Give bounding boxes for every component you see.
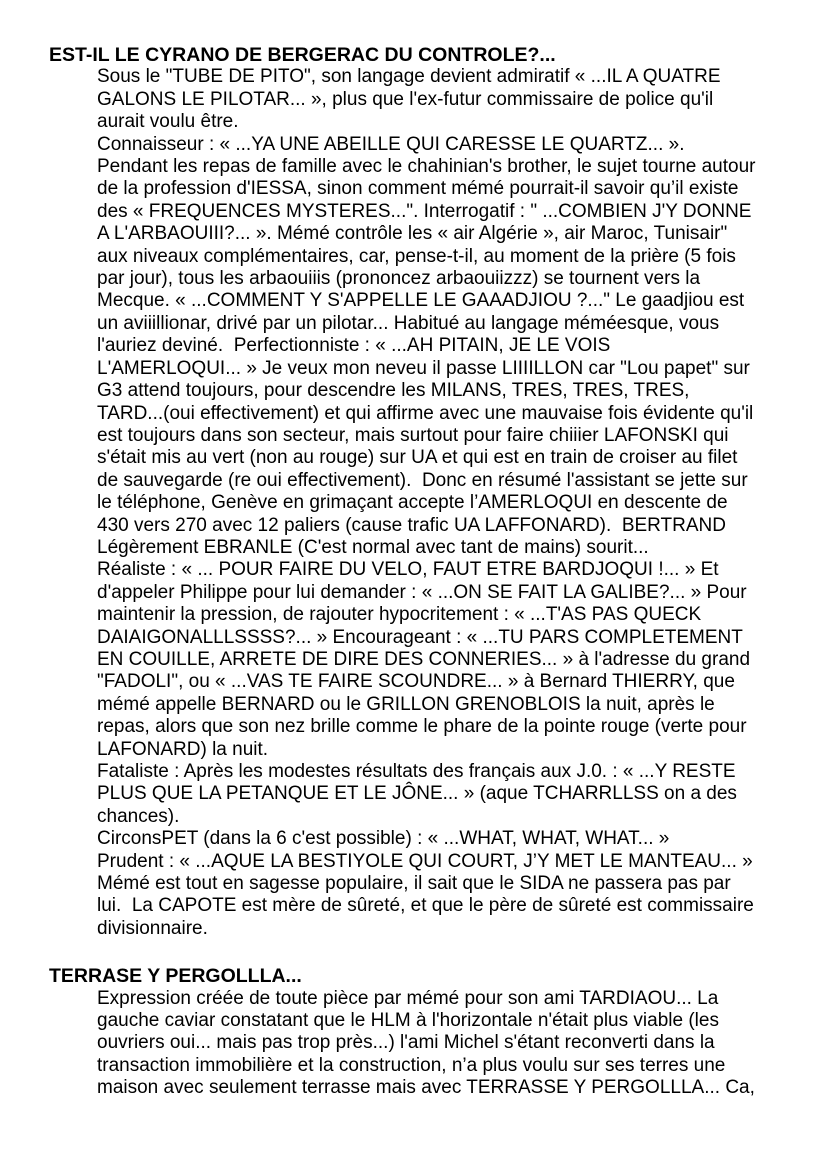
- text-line: LAFONARD) la nuit.: [97, 738, 269, 760]
- text-line: Légèrement EBRANLE (C'est normal avec tant de mains) sourit...: [97, 536, 649, 558]
- text-line: des « FREQUENCES MYSTERES...". Interrogatif : " ...COMBIEN J'Y DONNE: [97, 200, 752, 222]
- text-line: GALONS LE PILOTAR... », plus que l'ex-futur commissaire de police qu'il: [97, 88, 714, 110]
- section-terrase: [49, 965, 790, 1099]
- text-line: un aviiillionar, drivé par un pilotar... Habitué au langage méméesque, vous: [97, 312, 720, 334]
- text-line: Mémé est tout en sagesse populaire, il sait que le SIDA ne passera pas par: [97, 873, 731, 895]
- text-line: divisionnaire.: [97, 917, 208, 939]
- text-line: Mecque. « ...COMMENT Y S'APPELLE LE GAAADJIOU ?..." Le gaadjiou est: [97, 290, 745, 312]
- text-line: Sous le "TUBE DE PITO", son langage devient admiratif « ...IL A QUATRE: [97, 66, 721, 88]
- text-line: ouvriers oui... mais pas trop près...) l'ami Michel s'étant reconverti dans la: [97, 1032, 715, 1054]
- text-line: mémé appelle BERNARD ou le GRILLON GRENOBLOIS la nuit, après le: [97, 693, 715, 715]
- text-line: s'était mis au vert (non au rouge) sur UA et qui est en train de croiser au filet: [97, 447, 738, 469]
- text-line: repas, alors que son nez brille comme le phare de la pointe rouge (verte pour: [97, 716, 747, 738]
- text-line: PLUS QUE LA PETANQUE ET LE JÔNE... » (aque TCHARRLLSS on a des: [97, 783, 737, 805]
- text-line: CirconsPET (dans la 6 c'est possible) : « ...WHAT, WHAT, WHAT... »: [97, 828, 670, 850]
- section-heading-cyrano: EST-IL LE CYRANO DE BERGERAC DU CONTROLE?...: [49, 44, 556, 66]
- text-line: Fataliste : Après les modestes résultats des français aux J.0. : « ...Y RESTE: [97, 761, 736, 782]
- text-line: Connaisseur : « ...YA UNE ABEILLE QUI CARESSE LE QUARTZ... ».: [97, 133, 685, 155]
- text-line: aux niveaux complémentaires, car, pense-t-il, au moment de la prière (5 fois: [97, 245, 736, 267]
- text-line: L'AMERLOQUI... » Je veux mon neveu il passe LIIIILLON car "Lou papet" sur: [97, 357, 750, 379]
- text-line: par jour), tous les arbaouiiis (prononcez arbaouiizzz) se tournent vers la: [97, 268, 701, 290]
- text-line: Expression créée de toute pièce par mémé pour son ami TARDIAOU... La: [97, 987, 719, 1009]
- text-line: gauche caviar constatant que le HLM à l'horizontale n'était plus viable (les: [97, 1010, 719, 1032]
- text-line: maintenir la pression, de rajouter hypocritement : « ...T'AS PAS QUECK: [97, 604, 702, 626]
- text-line: chances).: [97, 805, 180, 827]
- text-line: d'appeler Philippe pour lui demander : « ...ON SE FAIT LA GALIBE?... » Pour: [97, 581, 747, 603]
- text-line: transaction immobilière et la construction, n’a plus voulu sur ses terres une: [97, 1054, 726, 1076]
- text-line: TARD...(oui effectivement) et qui affirme avec une mauvaise fois évidente qu'il: [97, 402, 754, 424]
- text-line: EN COUILLE, ARRETE DE DIRE DES CONNERIES... » à l'adresse du grand: [97, 648, 751, 670]
- text-line: "FADOLI", ou « ...VAS TE FAIRE SCOUNDRE... » à Bernard THIERRY, que: [97, 671, 735, 693]
- paragraph-block-cyrano: [97, 66, 790, 940]
- text-line: lui. La CAPOTE est mère de sûreté, et que le père de sûreté est commissaire: [97, 895, 754, 917]
- text-line: est toujours dans son secteur, mais surtout pour faire chiiier LAFONSKI qui: [97, 424, 729, 446]
- text-line: G3 attend toujours, pour descendre les MILANS, TRES, TRES, TRES,: [97, 380, 690, 402]
- text-line: Réaliste : « ... POUR FAIRE DU VELO, FAUT ETRE BARDJOQUI !... » Et: [97, 559, 719, 581]
- text-line: maison avec seulement terrasse mais avec TERRASSE Y PERGOLLLA... Ca,: [97, 1077, 755, 1099]
- text-line: A L'ARBAOUIII?... ». Mémé contrôle les « air Algérie », air Maroc, Tunisair": [97, 223, 728, 245]
- section-heading-terrase: TERRASE Y PERGOLLLA...: [49, 965, 302, 988]
- text-line: Prudent : « ...AQUE LA BESTIYOLE QUI COURT, J’Y MET LE MANTEAU... »: [97, 850, 753, 872]
- text-line: de sauvegarde (re oui effectivement). Donc en résumé l'assistant se jette sur: [97, 469, 748, 491]
- text-line: aurait voulu être.: [97, 111, 239, 133]
- text-line: de la profession d'IESSA, sinon comment mémé pourrait-il savoir qu’il existe: [97, 178, 739, 200]
- text-line: l'auriez deviné. Perfectionniste : « ...AH PITAIN, JE LE VOIS: [97, 335, 611, 357]
- section-cyrano: [49, 44, 790, 940]
- text-line: 430 vers 270 avec 12 paliers (cause trafic UA LAFFONARD). BERTRAND: [97, 514, 726, 536]
- text-line: le téléphone, Genève en grimaçant accepte l’AMERLOQUI en descente de: [97, 492, 728, 514]
- text-line: DAIAIGONALLLSSSS?... » Encourageant : « ...TU PARS COMPLETEMENT: [97, 626, 743, 648]
- text-line: Pendant les repas de famille avec le chahinian's brother, le sujet tourne autour: [97, 156, 756, 178]
- paragraph-block-terrase: [97, 988, 790, 1100]
